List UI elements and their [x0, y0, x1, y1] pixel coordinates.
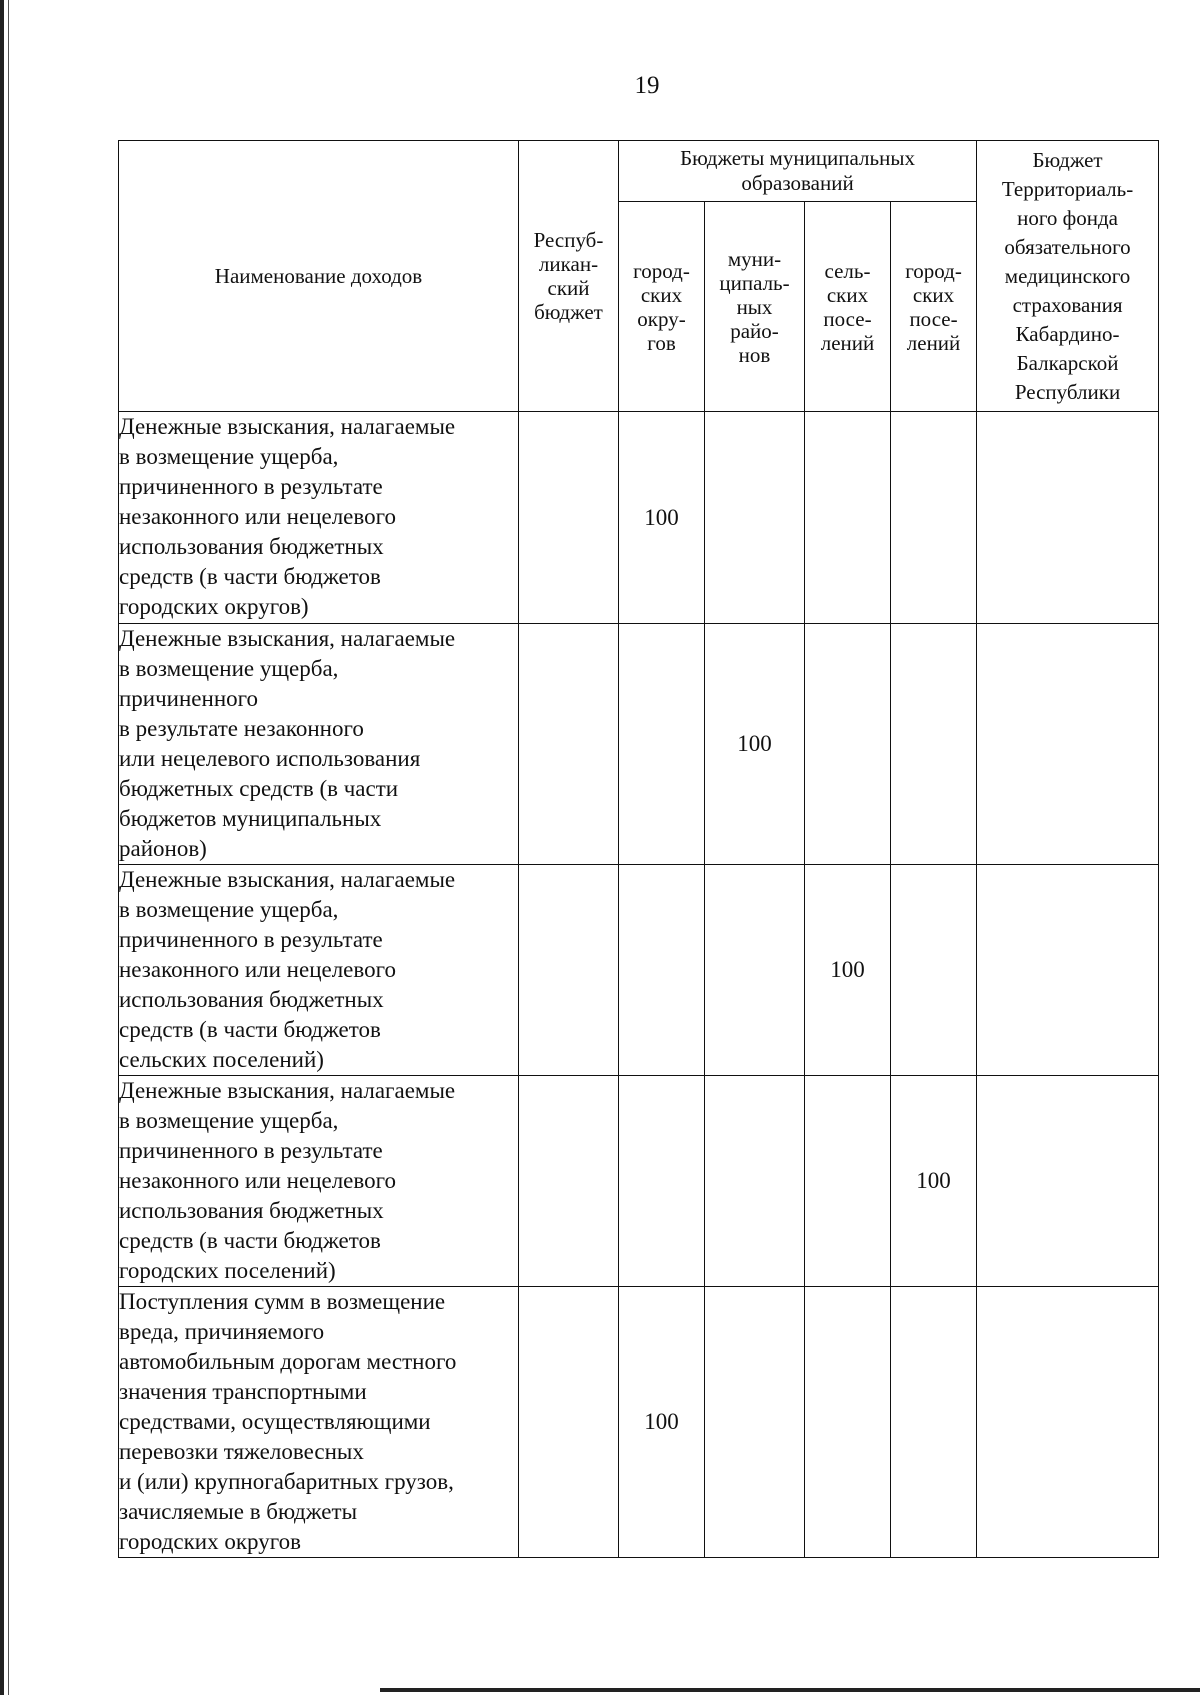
territorial-fund-value	[977, 1076, 1159, 1287]
income-name-cell: Денежные взыскания, налагаемые в возмещение ущерба, причиненного в результате незаконного или нецелевого использования бюджетных средств (в части бюджетов муниципальных районов)	[119, 624, 519, 865]
republic-value	[519, 1287, 619, 1558]
header-municipal-districts: муни- ципаль- ных райо- нов	[705, 202, 805, 412]
table-row	[119, 624, 1159, 865]
header-territorial-fund: Бюджет Территориаль- ного фонда обязательного медицинского страхования Кабардино- Балкарской Республики	[977, 141, 1159, 412]
rural-settlements-value	[805, 412, 891, 624]
page-left-edge-line	[8, 0, 9, 1695]
city-districts-value	[619, 865, 705, 1076]
table-row	[119, 1076, 1159, 1287]
header-municipal-budgets: Бюджеты муниципальных образований	[619, 141, 977, 202]
table-row	[119, 1287, 1159, 1558]
rural-settlements-value	[805, 624, 891, 865]
municipal-districts-value: 100	[705, 624, 805, 865]
territorial-fund-value	[977, 865, 1159, 1076]
municipal-districts-value	[705, 412, 805, 624]
header-rural-settlements: сель- ских посе- лений	[805, 202, 891, 412]
municipal-districts-value	[705, 1287, 805, 1558]
urban-settlements-value: 100	[891, 1076, 977, 1287]
city-districts-value	[619, 1076, 705, 1287]
header-row-1	[119, 141, 1159, 202]
rural-settlements-value: 100	[805, 865, 891, 1076]
urban-settlements-value	[891, 624, 977, 865]
table-row	[119, 865, 1159, 1076]
republic-value	[519, 412, 619, 624]
header-urban-settlements: город- ских посе- лений	[891, 202, 977, 412]
urban-settlements-value	[891, 1287, 977, 1558]
rural-settlements-value	[805, 1287, 891, 1558]
income-name-cell: Денежные взыскания, налагаемые в возмещение ущерба, причиненного в результате незаконного или нецелевого использования бюджетных средств (в части бюджетов городских поселений)	[119, 1076, 519, 1287]
income-name-cell: Поступления сумм в возмещение вреда, причиняемого автомобильным дорогам местного значения транспортными средствами, осуществляющими перевозки тяжеловесных и (или) крупногабаритных грузов, зачисляемые в бюджеты городских округов	[119, 1287, 519, 1558]
republic-value	[519, 624, 619, 865]
rural-settlements-value	[805, 1076, 891, 1287]
urban-settlements-value	[891, 865, 977, 1076]
page-left-edge	[0, 0, 4, 1695]
header-income-name: Наименование доходов	[119, 141, 519, 412]
income-distribution-table	[118, 140, 1159, 1558]
income-name-cell: Денежные взыскания, налагаемые в возмещение ущерба, причиненного в результате незаконного или нецелевого использования бюджетных средств (в части бюджетов сельских поселений)	[119, 865, 519, 1076]
territorial-fund-value	[977, 1287, 1159, 1558]
income-name-cell: Денежные взыскания, налагаемые в возмещение ущерба, причиненного в результате незаконного или нецелевого использования бюджетных средств (в части бюджетов городских округов)	[119, 412, 519, 624]
territorial-fund-value	[977, 412, 1159, 624]
page-bottom-rule	[380, 1688, 1200, 1692]
city-districts-value	[619, 624, 705, 865]
republic-value	[519, 865, 619, 1076]
table-row	[119, 412, 1159, 624]
city-districts-value: 100	[619, 412, 705, 624]
header-city-districts: город- ских окру- гов	[619, 202, 705, 412]
urban-settlements-value	[891, 412, 977, 624]
header-republic-budget: Респуб- ликан- ский бюджет	[519, 141, 619, 412]
municipal-districts-value	[705, 1076, 805, 1287]
city-districts-value: 100	[619, 1287, 705, 1558]
territorial-fund-value	[977, 624, 1159, 865]
republic-value	[519, 1076, 619, 1287]
municipal-districts-value	[705, 865, 805, 1076]
page-number: 19	[634, 72, 660, 99]
